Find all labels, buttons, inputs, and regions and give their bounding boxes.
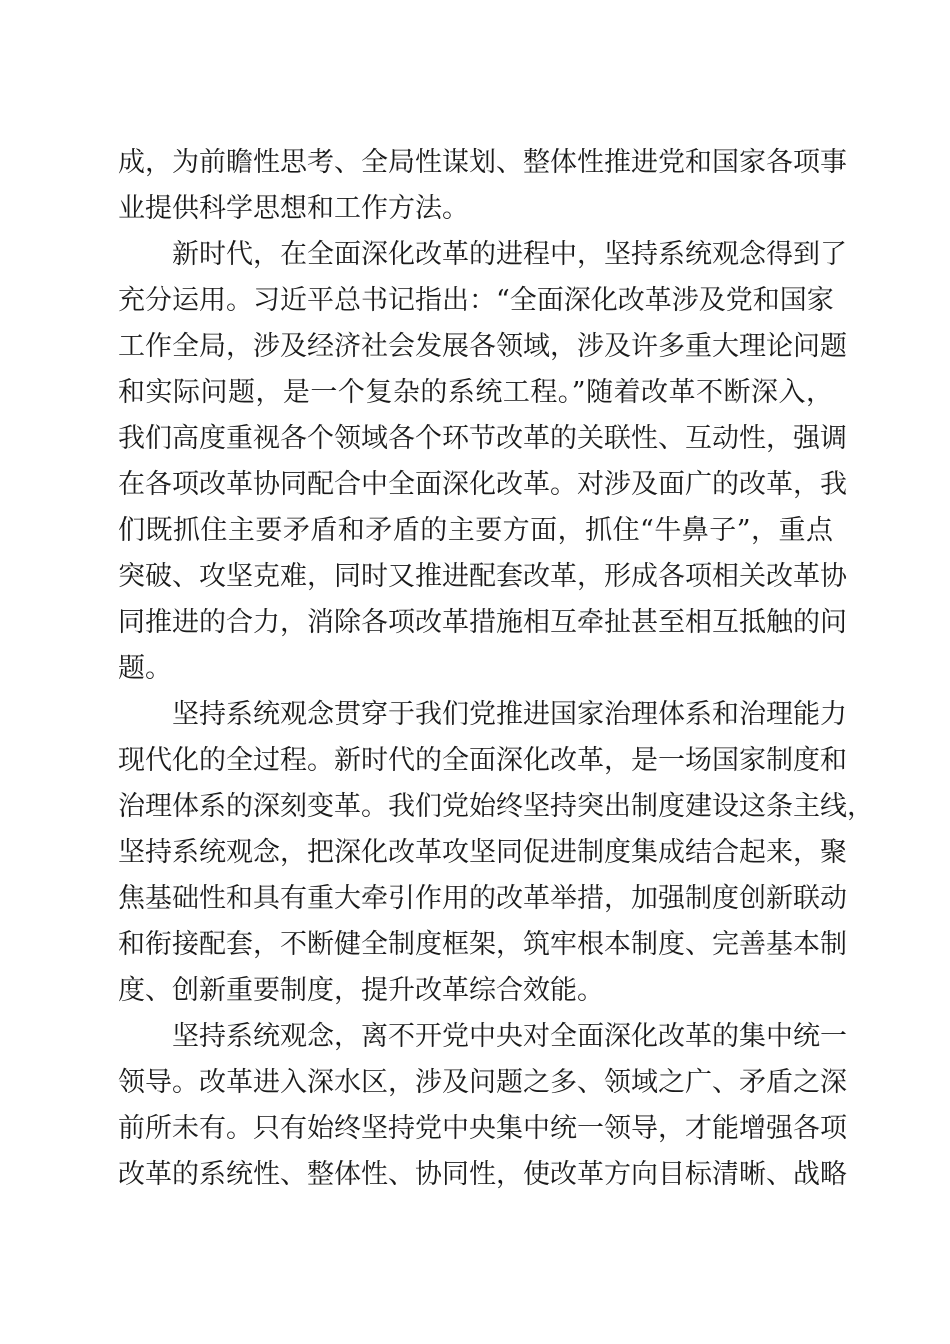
text-line: 成，为前瞻性思考、全局性谋划、整体性推进党和国家各项事 (118, 147, 847, 178)
text-line: 度、创新重要制度，提升改革综合效能。 (118, 975, 604, 1006)
text-line: 突破、攻坚克难，同时又推进配套改革，形成各项相关改革协 (118, 561, 847, 592)
text-line: 领导。改革进入深水区，涉及问题之多、领域之广、矛盾之深 (118, 1067, 847, 1098)
text-line: 改革的系统性、整体性、协同性，使改革方向目标清晰、战略 (118, 1159, 847, 1190)
text-line: 同推进的合力，消除各项改革措施相互牵扯甚至相互抵触的问 (118, 607, 847, 638)
text-line: 治理体系的深刻变革。我们党始终坚持突出制度建设这条主线， (118, 791, 874, 822)
paragraph-first-line: 坚持系统观念，离不开党中央对全面深化改革的集中统一 (172, 1021, 847, 1052)
text-line: 坚持系统观念，把深化改革攻坚同促进制度集成结合起来，聚 (118, 837, 847, 868)
text-line: 焦基础性和具有重大牵引作用的改革举措，加强制度创新联动 (118, 883, 847, 914)
paragraph-first-line: 新时代，在全面深化改革的进程中，坚持系统观念得到了 (172, 239, 847, 270)
text-line: 现代化的全过程。新时代的全面深化改革，是一场国家制度和 (118, 745, 847, 776)
text-line: 前所未有。只有始终坚持党中央集中统一领导，才能增强各项 (118, 1113, 847, 1144)
text-line: 题。 (118, 653, 172, 684)
paragraph-first-line: 坚持系统观念贯穿于我们党推进国家治理体系和治理能力 (172, 699, 847, 730)
text-line: 工作全局，涉及经济社会发展各领域，涉及许多重大理论问题 (118, 331, 847, 362)
text-line: 和实际问题，是一个复杂的系统工程。”随着改革不断深入， (118, 377, 833, 408)
text-line: 在各项改革协同配合中全面深化改革。对涉及面广的改革，我 (118, 469, 847, 500)
text-line: 们既抓住主要矛盾和矛盾的主要方面，抓住“牛鼻子”，重点 (118, 515, 833, 546)
text-line: 和衔接配套，不断健全制度框架，筑牢根本制度、完善基本制 (118, 929, 847, 960)
text-line: 我们高度重视各个领域各个环节改革的关联性、互动性，强调 (118, 423, 847, 454)
text-line: 充分运用。习近平总书记指出：“全面深化改革涉及党和国家 (118, 285, 834, 316)
text-line: 业提供科学思想和工作方法。 (118, 193, 469, 224)
